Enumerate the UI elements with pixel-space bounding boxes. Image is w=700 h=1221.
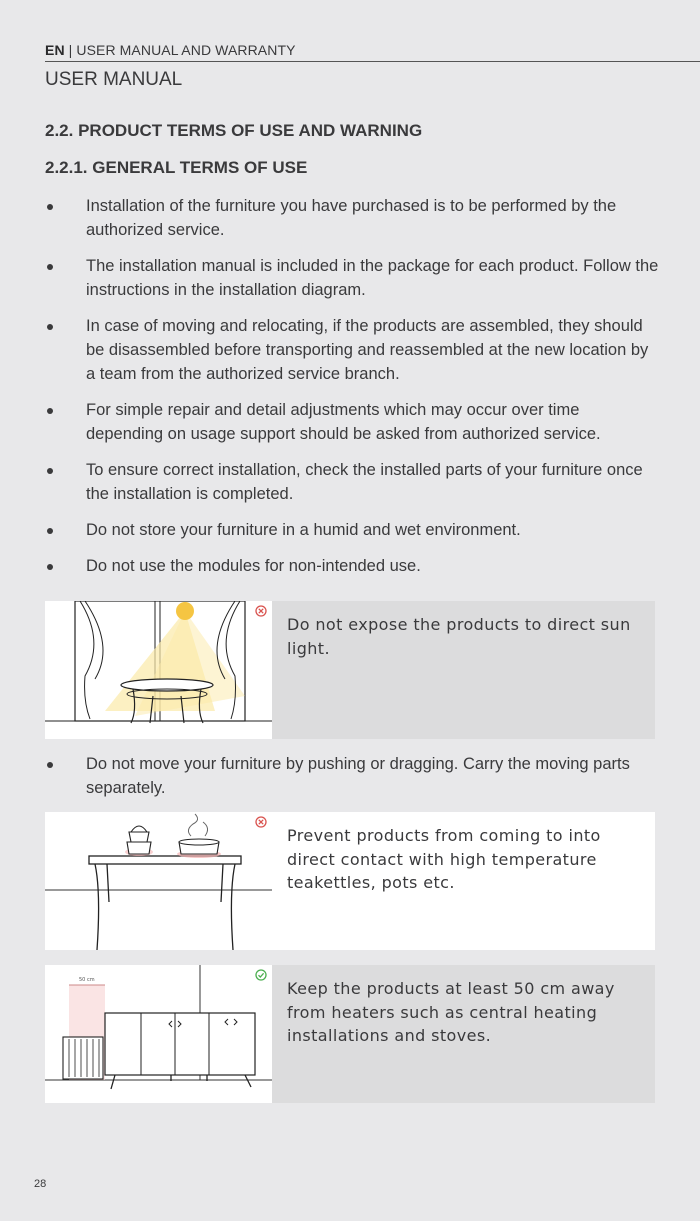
list-item: Do not use the modules for non-intended use.: [45, 554, 660, 578]
warning-text: Do not expose the products to direct sun light.: [272, 601, 655, 739]
subsection-heading: 2.2.1. GENERAL TERMS OF USE: [45, 158, 308, 177]
list-item: Do not move your furniture by pushing or dragging. Carry the moving parts separately.: [45, 752, 660, 800]
prohibited-icon: [255, 605, 267, 617]
measure-label: 50 cm: [79, 977, 95, 983]
list-item: The installation manual is included in the package for each product. Follow the instructions in the installation diagram.: [45, 254, 660, 302]
approved-icon: [255, 969, 267, 981]
list-item: For simple repair and detail adjustments which may occur over time depending on usage support should be asked from authorized service.: [45, 398, 660, 446]
warning-text: Keep the products at least 50 cm away from heaters such as central heating installations and stoves.: [272, 965, 655, 1103]
list-item: To ensure correct installation, check the installed parts of your furniture once the installation is completed.: [45, 458, 660, 506]
terms-list: [45, 194, 660, 590]
warning-panel-heaters: [45, 965, 655, 1103]
header-section: USER MANUAL AND WARRANTY: [76, 42, 296, 58]
prohibited-icon: [255, 816, 267, 828]
list-item: Installation of the furniture you have purchased is to be performed by the authorized service.: [45, 194, 660, 242]
section-heading: 2.2. PRODUCT TERMS OF USE AND WARNING: [45, 121, 423, 140]
heat-illustration: [45, 812, 272, 950]
list-item: Do not store your furniture in a humid and wet environment.: [45, 518, 660, 542]
list-item: In case of moving and relocating, if the products are assembled, they should be disassembled before transporting and reassembled at the new location by a team from the authorized service branch.: [45, 314, 660, 386]
moving-list: [45, 752, 660, 800]
sunlight-illustration: [45, 601, 272, 739]
header-subtitle: USER MANUAL: [45, 69, 183, 90]
warning-panel-heat: [45, 812, 655, 950]
sideboard-radiator-icon: [45, 965, 272, 1103]
page-header: [45, 42, 700, 91]
warning-panel-sunlight: [45, 601, 655, 739]
language-code: EN: [45, 42, 65, 58]
warning-text: Prevent products from coming to into direct contact with high temperature teakettles, pots etc.: [272, 812, 655, 950]
window-table-sun-icon: [45, 601, 272, 739]
table-kettle-pot-icon: [45, 812, 272, 950]
page-number: 28: [34, 1178, 47, 1190]
header-running-title: EN | USER MANUAL AND WARRANTY: [45, 42, 700, 62]
heater-illustration: [45, 965, 272, 1103]
